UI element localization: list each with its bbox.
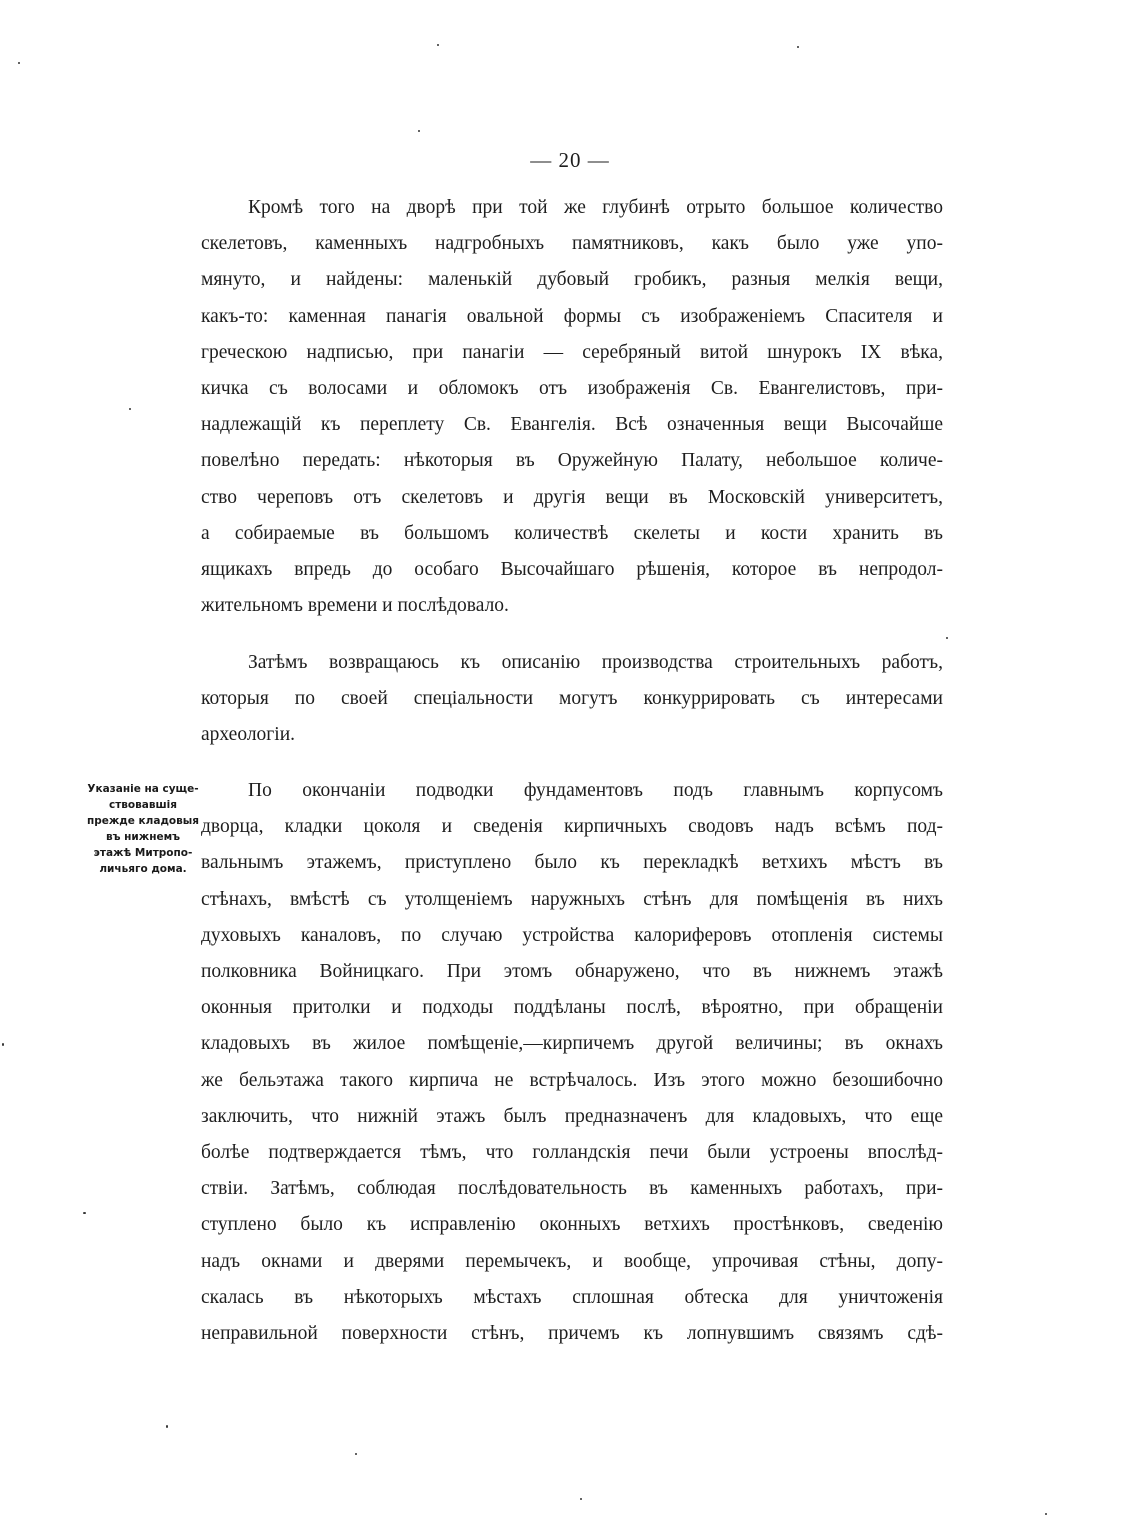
text-line: а собираемые въ большомъ количествѣ скелеты и кости хранить въ — [201, 522, 943, 544]
text-line: которыя по своей спеціальности могутъ конкуррировать съ интересами — [201, 688, 943, 710]
text-line: надлежащій къ переплету Св. Евангелія. Всѣ означенныя вещи Высочайше — [201, 414, 943, 436]
scan-speck — [437, 44, 439, 46]
text-line: оконныя притолки и подходы поддѣланы послѣ, вѣроятно, при обращеніи — [201, 997, 943, 1019]
text-line: повелѣно передать: нѣкоторыя въ Оружейную Палату, небольшое количе- — [201, 450, 943, 472]
text-line: стѣнахъ, вмѣстѣ съ утолщеніемъ наружныхъ стѣнъ для помѣщенія въ нихъ — [201, 888, 943, 910]
text-line: духовыхъ каналовъ, по случаю устройства калориферовъ отопленія системы — [201, 924, 943, 946]
text-line: жительномъ времени и послѣдовало. — [201, 595, 509, 617]
text-line: кладовыхъ въ жилое помѣщеніе,—кирпичемъ другой величины; въ окнахъ — [201, 1033, 943, 1055]
scan-speck — [1045, 1513, 1047, 1515]
scan-speck — [418, 130, 420, 132]
text-line: какъ-то: каменная панагія овальной формы съ изображеніемъ Спасителя и — [201, 305, 943, 327]
scan-speck — [2, 1043, 4, 1046]
text-line: же бельэтажа такого кирпича не встрѣчалось. Изъ этого можно безошибочно — [201, 1069, 943, 1091]
text-line: Кромѣ того на дворѣ при той же глубинѣ отрыто большое количество — [248, 197, 943, 218]
marginal-note-line: прежде кладовыя — [86, 815, 200, 827]
scan-speck — [946, 637, 948, 639]
text-line: дворца, кладки цоколя и сведенія кирпичныхъ сводовъ надъ всѣмъ под- — [201, 816, 943, 838]
scan-speck — [797, 46, 799, 48]
text-line: ступлено было къ исправленію оконныхъ ветхихъ простѣнковъ, сведенію — [201, 1214, 943, 1236]
text-line: Затѣмъ возвращаюсь къ описанію производства строительныхъ работъ, — [248, 652, 943, 673]
text-line: болѣе подтверждается тѣмъ, что голландскія печи были устроены впослѣд- — [201, 1142, 943, 1164]
scan-speck — [355, 1453, 357, 1455]
paragraph-1 — [201, 190, 943, 624]
marginal-note-line: въ нижнемъ — [105, 831, 181, 843]
scan-speck — [18, 62, 20, 64]
scan-speck — [83, 1212, 86, 1214]
text-line: скалась въ нѣкоторыхъ мѣстахъ сплошная обтеска для уничтоженія — [201, 1286, 943, 1308]
text-line: заключить, что нижній этажъ былъ предназначенъ для кладовыхъ, что еще — [201, 1105, 943, 1127]
text-line: кичка съ волосами и обломокъ отъ изображенія Св. Евангелистовъ, при- — [201, 378, 943, 400]
text-line: вальнымъ этажемъ, приступлено было къ перекладкѣ ветхихъ мѣстъ въ — [201, 852, 943, 874]
scan-speck — [166, 1425, 168, 1428]
page-number: — 20 — — [530, 148, 610, 172]
text-line: По окончаніи подводки фундаментовъ подъ главнымъ корпусомъ — [248, 780, 943, 801]
text-line: археологіи. — [201, 724, 296, 746]
scan-speck — [580, 1498, 582, 1500]
paragraph-3 — [201, 773, 943, 1352]
text-line: ство череповъ отъ скелетовъ и другія вещи въ Московскій университетъ, — [201, 486, 943, 508]
scan-speck — [129, 408, 131, 410]
marginal-note-line: Указаніе на суще- — [87, 783, 199, 795]
marginal-note-line: ствовавшія — [108, 799, 178, 811]
text-line: ящикахъ впредь до особаго Высочайшаго рѣшенія, которое въ непродол- — [201, 559, 943, 581]
marginal-note-line: этажѣ Митропо- — [93, 847, 193, 859]
text-line: полковника Войницкаго. При этомъ обнаружено, что въ нижнемъ этажѣ — [201, 961, 943, 983]
paragraph-2 — [201, 645, 943, 754]
text-line: греческою надписью, при панагіи — серебряный витой шнурокъ IX вѣка, — [201, 341, 943, 363]
text-line: скелетовъ, каменныхъ надгробныхъ памятниковъ, какъ было уже упо- — [201, 233, 943, 255]
text-line: надъ окнами и дверями перемычекъ, и вообще, упрочивая стѣны, допу- — [201, 1250, 943, 1272]
marginal-note-line: личьяго дома. — [99, 863, 187, 875]
marginal-note — [78, 781, 208, 877]
text-line: мянуто, и найдены: маленькій дубовый гробикъ, разныя мелкія вещи, — [201, 269, 943, 291]
text-line: ствіи. Затѣмъ, соблюдая послѣдовательность въ каменныхъ работахъ, при- — [201, 1178, 943, 1200]
text-line: неправильной поверхности стѣнъ, причемъ къ лопнувшимъ связямъ сдѣ- — [201, 1323, 943, 1345]
